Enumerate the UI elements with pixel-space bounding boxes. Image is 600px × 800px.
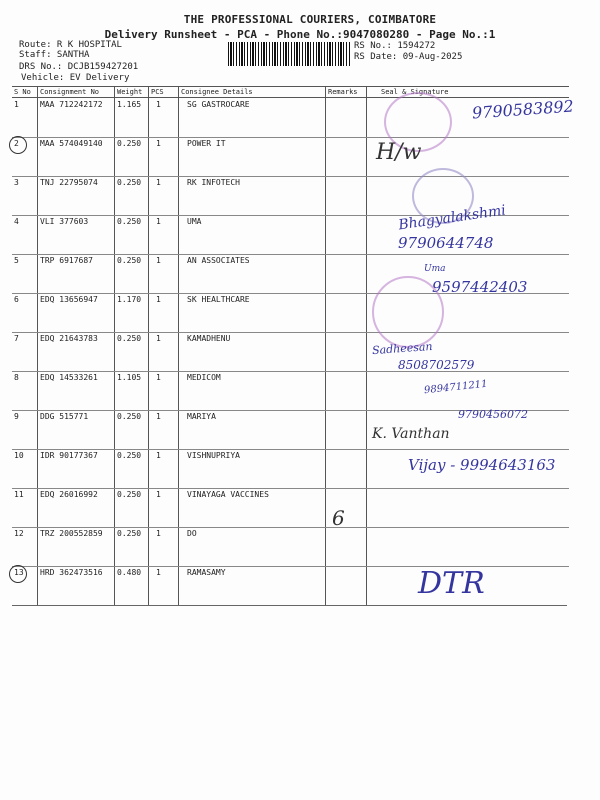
row-weight: 0.250 (117, 529, 142, 538)
route-label: Route: R K HOSPITAL (19, 40, 122, 50)
row-sno: 7 (14, 334, 19, 343)
signature-row2: H/w (376, 140, 422, 165)
signature-row12-mark: 6 (332, 506, 345, 530)
signature-row1-phone: 9790583892 (471, 96, 575, 123)
row-sno: 11 (14, 490, 24, 499)
row-sno: 12 (14, 529, 24, 538)
row-weight: 1.170 (117, 295, 142, 304)
row-consignee: RK INFOTECH (187, 178, 240, 187)
row-pcs: 1 (156, 139, 161, 148)
row-weight: 1.165 (117, 100, 142, 109)
signature-row9-name: K. Vanthan (372, 426, 450, 442)
col-divider (366, 86, 367, 606)
barcode (228, 42, 350, 66)
row-consignee: DO (187, 529, 197, 538)
company-title: THE PROFESSIONAL COURIERS, COIMBATORE (183, 13, 437, 26)
row-separator (12, 254, 569, 255)
row-consignment-no: HRD 362473516 (40, 568, 103, 577)
row-consignee: KAMADHENU (187, 334, 231, 343)
row-separator (12, 566, 569, 567)
row-consignee: VISHNUPRIYA (187, 451, 240, 460)
row-consignment-no: EDQ 26016992 (40, 490, 98, 499)
signature-row5-name: Uma (424, 264, 446, 274)
row-weight: 0.250 (117, 490, 142, 499)
row-consignment-no: TRP 6917687 (40, 256, 93, 265)
signature-row10: Vijay - 9994643163 (408, 456, 556, 474)
row-consignment-no: MAA 712242172 (40, 100, 103, 109)
row-consignment-no: EDQ 13656947 (40, 295, 98, 304)
row-separator (12, 371, 569, 372)
hand-circle-mark (9, 565, 27, 583)
row-sno: 4 (14, 217, 19, 226)
row-weight: 0.250 (117, 178, 142, 187)
staff-label: Staff: SANTHA (19, 50, 90, 60)
row-pcs: 1 (156, 451, 161, 460)
signature-row13: DTR (418, 566, 485, 601)
row-consignment-no: VLI 377603 (40, 217, 89, 226)
row-sno: 1 (14, 100, 19, 109)
signature-row5-phone: 9597442403 (432, 278, 528, 296)
row-consignee: SG GASTROCARE (187, 100, 250, 109)
row-separator (12, 176, 569, 177)
row-sno: 8 (14, 373, 19, 382)
row-consignee: VINAYAGA VACCINES (187, 490, 269, 499)
table-top-rule (12, 86, 569, 87)
signature-row4-phone: 9790644748 (398, 234, 494, 252)
signature-row4-name: Bhagyalakshmi (397, 202, 507, 234)
row-weight: 0.250 (117, 139, 142, 148)
row-consignee: UMA (187, 217, 202, 226)
row-consignment-no: DDG 515771 (40, 412, 89, 421)
row-pcs: 1 (156, 490, 161, 499)
row-weight: 0.250 (117, 334, 142, 343)
col-divider (148, 86, 149, 606)
row-consignee: POWER IT (187, 139, 226, 148)
row-pcs: 1 (156, 529, 161, 538)
row-sno: 13 (14, 568, 24, 577)
signature-row7-phone: 8508702579 (398, 358, 475, 372)
rs-number: RS No.: 1594272 (354, 41, 436, 51)
table-header-rule (12, 97, 569, 98)
row-separator (12, 449, 569, 450)
row-separator (12, 137, 569, 138)
col-divider (178, 86, 179, 606)
row-weight: 0.250 (117, 256, 142, 265)
row-consignment-no: MAA 574049140 (40, 139, 103, 148)
row-pcs: 1 (156, 334, 161, 343)
row-consignee: SK HEALTHCARE (187, 295, 250, 304)
row-sno: 6 (14, 295, 19, 304)
row-weight: 0.480 (117, 568, 142, 577)
drs-label: DRS No.: DCJB159427201 (19, 62, 139, 72)
row-sno: 3 (14, 178, 19, 187)
signature-row8-phone: 9894711211 (423, 378, 489, 397)
row-pcs: 1 (156, 295, 161, 304)
col-sno: S No (14, 88, 31, 96)
col-consignment: Consignment No (40, 88, 100, 96)
row-pcs: 1 (156, 178, 161, 187)
row-consignee: MARIYA (187, 412, 216, 421)
row-sno: 9 (14, 412, 19, 421)
row-sno: 10 (14, 451, 24, 460)
col-weight: Weight (117, 88, 143, 96)
col-divider (37, 86, 38, 606)
row-pcs: 1 (156, 256, 161, 265)
row-consignment-no: EDQ 14533261 (40, 373, 98, 382)
runsheet-subtitle: Delivery Runsheet - PCA - Phone No.:9047080280 - Page No.:1 (104, 28, 496, 41)
row-weight: 0.250 (117, 412, 142, 421)
row-consignment-no: EDQ 21643783 (40, 334, 98, 343)
row-consignment-no: TRZ 200552859 (40, 529, 103, 538)
row-pcs: 1 (156, 373, 161, 382)
signature-row7-name: Sadheesan (371, 339, 433, 358)
row-pcs: 1 (156, 412, 161, 421)
hand-circle-mark (9, 136, 27, 154)
col-seal: Seal & Signature (381, 88, 449, 96)
row-pcs: 1 (156, 100, 161, 109)
table-bottom-rule (12, 605, 567, 606)
row-separator (12, 332, 569, 333)
row-consignee: AN ASSOCIATES (187, 256, 250, 265)
row-consignment-no: IDR 90177367 (40, 451, 98, 460)
col-remarks: Remarks (328, 88, 358, 96)
row-consignment-no: TNJ 22795074 (40, 178, 98, 187)
vehicle-label: Vehicle: EV Delivery (21, 73, 130, 83)
row-sno: 5 (14, 256, 19, 265)
row-separator (12, 527, 569, 528)
row-pcs: 1 (156, 568, 161, 577)
row-weight: 0.250 (117, 217, 142, 226)
row-weight: 1.105 (117, 373, 142, 382)
signature-row9-phone: 9790456072 (458, 408, 528, 421)
col-divider (114, 86, 115, 606)
col-divider (325, 86, 326, 606)
row-weight: 0.250 (117, 451, 142, 460)
row-consignee: RAMASAMY (187, 568, 226, 577)
row-sno: 2 (14, 139, 19, 148)
col-pcs: PCS (151, 88, 164, 96)
col-consignee: Consignee Details (181, 88, 253, 96)
rs-date: RS Date: 09-Aug-2025 (354, 52, 463, 62)
row-pcs: 1 (156, 217, 161, 226)
row-consignee: MEDICOM (187, 373, 221, 382)
row-separator (12, 488, 569, 489)
